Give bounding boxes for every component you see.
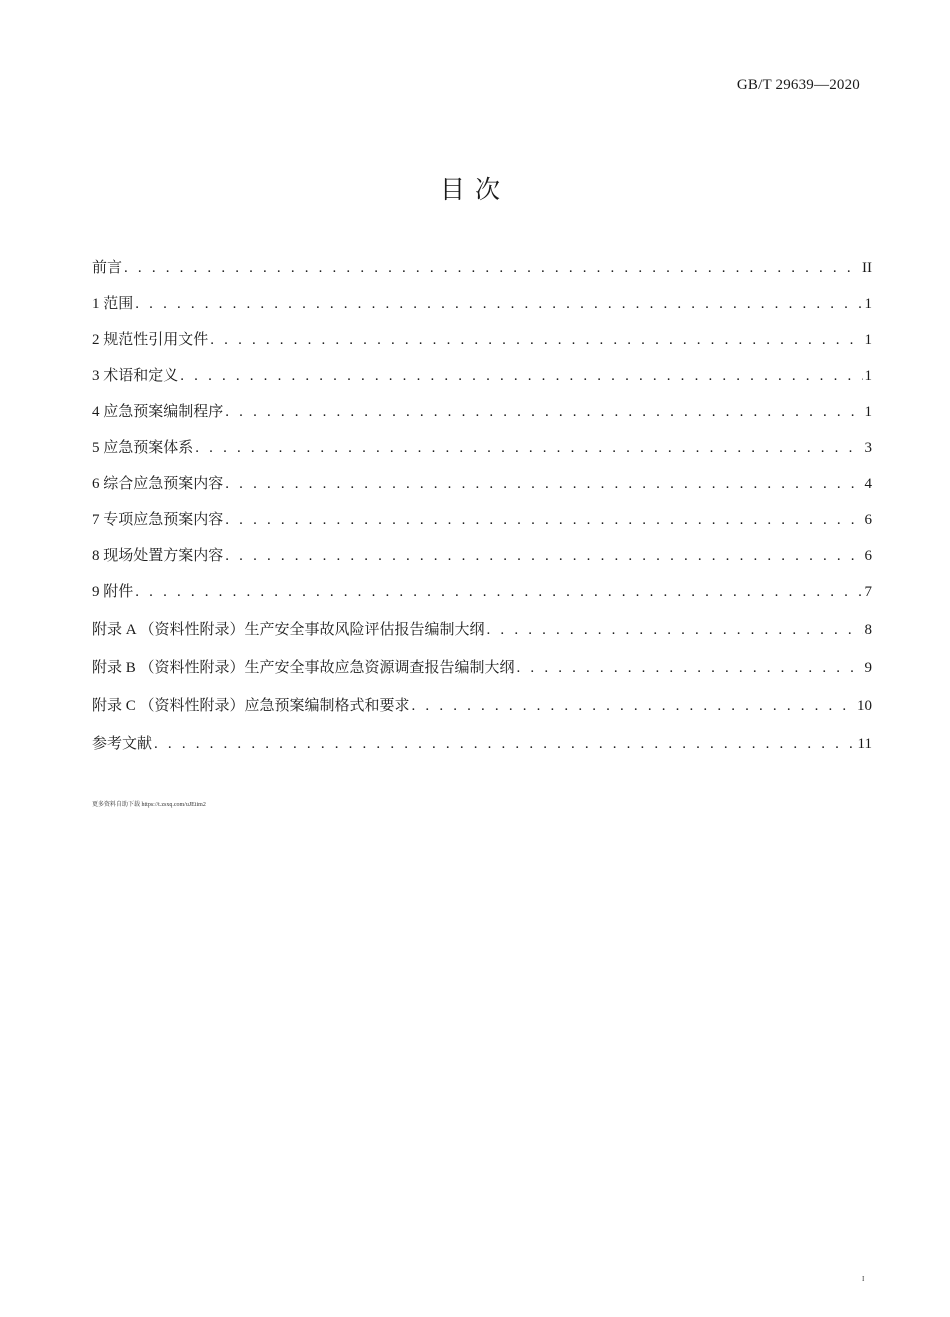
toc-entry-bibliography[interactable] <box>92 732 872 768</box>
toc-entry-label: 附录 B （资料性附录）生产安全事故应急资源调查报告编制大纲 <box>92 660 515 676</box>
page-title: 目次 <box>439 175 510 204</box>
toc-entry-label: 附录 C （资料性附录）应急预案编制格式和要求 <box>92 698 410 714</box>
dot-leader <box>195 436 862 460</box>
toc-entry-attachments[interactable] <box>92 580 872 618</box>
table-of-contents <box>92 256 872 768</box>
dot-leader <box>225 544 862 568</box>
standard-code: GB/T 29639—2020 <box>736 77 860 93</box>
dot-leader <box>180 364 862 388</box>
toc-entry-page: 3 <box>864 440 872 456</box>
toc-entry-page: 4 <box>864 476 872 492</box>
toc-entry-page: 9 <box>864 660 872 676</box>
toc-entry-page: 6 <box>864 512 872 528</box>
toc-entry-appendix-a[interactable] <box>92 618 872 656</box>
toc-entry-comprehensive-plan[interactable] <box>92 472 872 508</box>
toc-entry-appendix-b[interactable] <box>92 656 872 694</box>
toc-entry-terms-definitions[interactable] <box>92 364 872 400</box>
toc-entry-page: 11 <box>857 736 872 752</box>
download-footnote[interactable]: 更多资料自助下载 https://t.zsxq.com/uJEiim2 <box>92 802 206 808</box>
toc-entry-label: 参考文献 <box>92 736 153 752</box>
toc-entry-page: 10 <box>857 698 872 714</box>
toc-entry-label: 前言 <box>92 260 123 276</box>
toc-entry-scope[interactable] <box>92 292 872 328</box>
toc-entry-page: II <box>862 260 872 276</box>
toc-entry-page: 1 <box>864 368 872 384</box>
toc-entry-label: 2 规范性引用文件 <box>92 332 209 348</box>
toc-entry-page: 1 <box>864 332 872 348</box>
toc-entry-label: 7 专项应急预案内容 <box>92 512 224 528</box>
dot-leader <box>135 580 862 604</box>
toc-entry-label: 附录 A （资料性附录）生产安全事故风险评估报告编制大纲 <box>92 622 485 638</box>
dot-leader <box>154 732 856 756</box>
toc-entry-normative-references[interactable] <box>92 328 872 364</box>
dot-leader <box>487 618 863 642</box>
toc-entry-label: 3 术语和定义 <box>92 368 179 384</box>
toc-entry-label: 9 附件 <box>92 584 134 600</box>
dot-leader <box>412 694 855 718</box>
toc-entry-page: 7 <box>864 584 872 600</box>
toc-entry-special-plan[interactable] <box>92 508 872 544</box>
toc-entry-page: 1 <box>864 296 872 312</box>
toc-entry-page: 1 <box>864 404 872 420</box>
dot-leader <box>225 472 862 496</box>
toc-entry-label: 1 范围 <box>92 296 134 312</box>
dot-leader <box>517 656 863 680</box>
toc-entry-appendix-c[interactable] <box>92 694 872 732</box>
dot-leader <box>225 508 862 532</box>
toc-entry-label: 4 应急预案编制程序 <box>92 404 224 420</box>
dot-leader <box>135 292 862 316</box>
toc-entry-plan-procedure[interactable] <box>92 400 872 436</box>
dot-leader <box>225 400 862 424</box>
page-number: I <box>862 1275 865 1283</box>
dot-leader <box>124 256 860 280</box>
toc-entry-onsite-plan[interactable] <box>92 544 872 580</box>
toc-entry-label: 5 应急预案体系 <box>92 440 194 456</box>
toc-entry-page: 8 <box>864 622 872 638</box>
toc-entry-page: 6 <box>864 548 872 564</box>
dot-leader <box>210 328 862 352</box>
toc-entry-label: 6 综合应急预案内容 <box>92 476 224 492</box>
toc-entry-foreword[interactable] <box>92 256 872 292</box>
toc-entry-label: 8 现场处置方案内容 <box>92 548 224 564</box>
toc-entry-plan-system[interactable] <box>92 436 872 472</box>
